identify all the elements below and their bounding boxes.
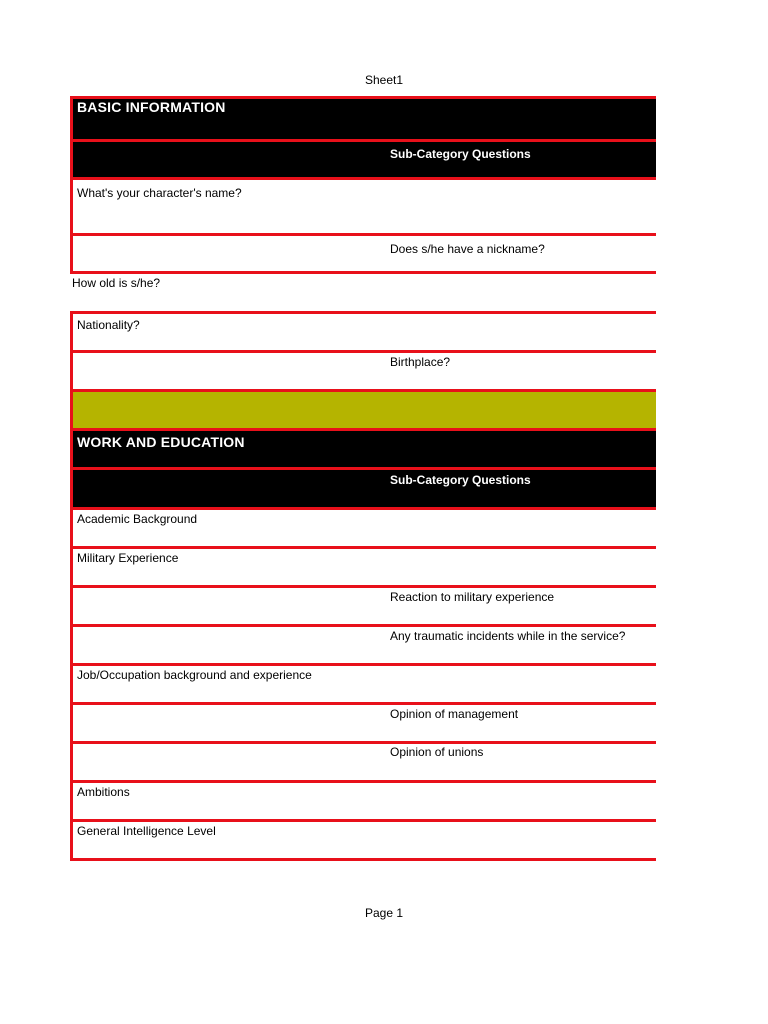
section-separator (70, 392, 656, 428)
work-education-header: WORK AND EDUCATION (77, 434, 245, 450)
question-character-name: What's your character's name? (77, 186, 242, 200)
divider (70, 271, 656, 274)
question-nationality: Nationality? (77, 318, 140, 332)
question-row[interactable] (70, 705, 656, 741)
basic-info-header-row (70, 96, 656, 140)
question-row[interactable] (70, 353, 656, 389)
subcategory-header: Sub-Category Questions (390, 473, 531, 487)
question-row[interactable] (70, 666, 656, 702)
basic-info-header: BASIC INFORMATION (77, 99, 226, 115)
question-row[interactable] (70, 314, 656, 350)
subcategory-header: Sub-Category Questions (390, 147, 531, 161)
question-row[interactable] (70, 180, 656, 234)
question-row[interactable] (70, 510, 656, 546)
question-row[interactable] (70, 549, 656, 585)
question-academic: Academic Background (77, 512, 198, 526)
question-birthplace: Birthplace? (390, 355, 451, 369)
divider (70, 139, 656, 142)
question-military: Military Experience (77, 551, 179, 565)
sheet-title: Sheet1 (364, 73, 404, 87)
question-age: How old is s/he? (72, 276, 161, 290)
question-row[interactable] (70, 744, 656, 780)
question-ambitions: Ambitions (77, 785, 130, 799)
question-job: Job/Occupation background and experience (77, 668, 312, 682)
question-military-reaction: Reaction to military experience (390, 590, 555, 604)
question-intelligence: General Intelligence Level (77, 824, 216, 838)
question-row[interactable] (70, 822, 656, 858)
question-row[interactable] (70, 627, 656, 663)
divider (70, 96, 656, 99)
divider (70, 858, 656, 861)
work-education-header-row (70, 431, 656, 467)
question-opinion-unions: Opinion of unions (390, 745, 484, 759)
question-opinion-management: Opinion of management (390, 707, 519, 721)
question-military-trauma: Any traumatic incidents while in the service? (390, 629, 626, 643)
question-nickname: Does s/he have a nickname? (390, 242, 545, 256)
work-education-subcategory-row (70, 470, 656, 507)
question-row[interactable] (70, 236, 656, 272)
basic-info-subcategory-row (70, 140, 656, 180)
question-row[interactable] (70, 783, 656, 819)
question-row[interactable] (70, 588, 656, 624)
page-number: Page 1 (364, 906, 404, 920)
